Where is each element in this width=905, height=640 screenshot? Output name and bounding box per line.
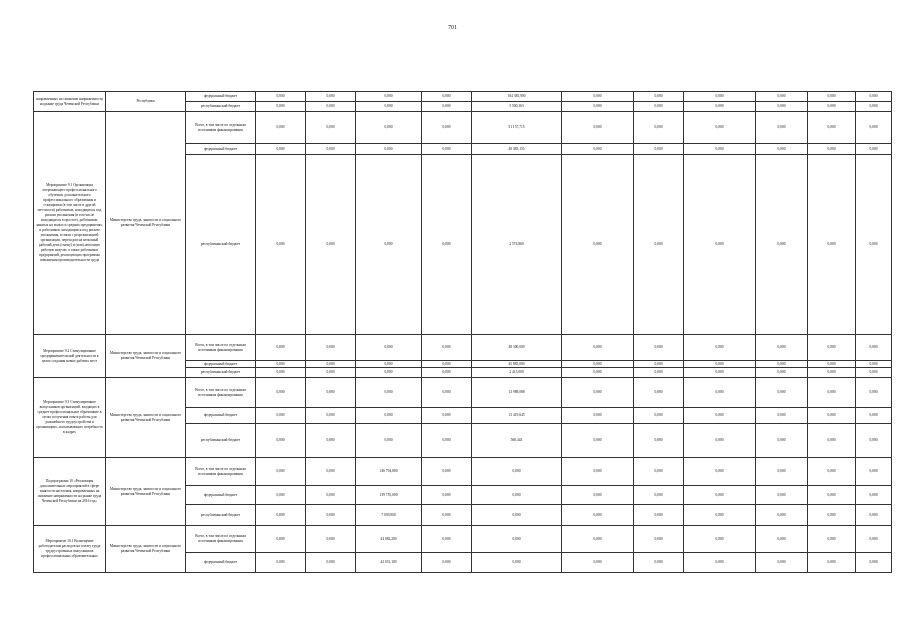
value-cell: 0,000 [472,526,562,553]
value-cell: 0,000 [562,424,634,458]
executor-cell: Министерство труда, занятости и социального развития Чеченской Республики [106,526,186,573]
value-cell: 0,000 [684,155,756,335]
value-cell: 13 419,645 [472,408,562,424]
value-cell: 0,000 [422,112,472,144]
value-cell: 0,000 [756,335,808,361]
value-cell: 0,000 [562,553,634,573]
value-cell: 0,000 [562,408,634,424]
measure-name-cell: Мероприятие 9.2 Стимулирование предпринимательской деятельности в целях создания новых рабочих мест [34,335,106,378]
value-cell: 5 500,163 [472,102,562,112]
value-cell: 0,000 [562,505,634,526]
value-cell: 0,000 [684,335,756,361]
funding-source-cell: федеральный бюджет [186,408,256,424]
value-cell: 0,000 [808,368,856,378]
value-cell: 0,000 [856,335,892,361]
value-cell: 0,000 [634,102,684,112]
funding-source-cell: Всего, в том числе по отдельным источникам финансирования [186,458,256,486]
value-cell: 0,000 [756,424,808,458]
value-cell: 0,000 [422,335,472,361]
value-cell: 0,000 [808,92,856,102]
value-cell: 104 385,900 [472,92,562,102]
value-cell: 0,000 [634,408,684,424]
value-cell: 0,000 [756,112,808,144]
funding-source-cell: Всего, в том числе по отдельным источникам финансирования [186,335,256,361]
value-cell: 0,000 [808,155,856,335]
value-cell: 0,000 [634,144,684,155]
value-cell: 0,000 [256,378,306,408]
value-cell: 0,000 [634,335,684,361]
value-cell: 0,000 [684,505,756,526]
value-cell: 0,000 [422,505,472,526]
value-cell: 48 485,155 [472,144,562,155]
funding-source-cell: республиканский бюджет [186,505,256,526]
value-cell: 0,000 [256,408,306,424]
value-cell: 0,000 [306,92,356,102]
value-cell: 0,000 [808,144,856,155]
value-cell: 0,000 [756,144,808,155]
measure-name-cell: Мероприятие 10.1 Возмещение работодателям расходов на оплату труда трудоустроенных выпускников профессиональных образовательных [34,526,106,573]
value-cell: 0,000 [756,486,808,505]
value-cell: 0,000 [634,361,684,368]
value-cell: 0,000 [256,335,306,361]
funding-source-cell: Всего, в том числе по отдельным источникам финансирования [186,378,256,408]
value-cell: 0,000 [634,112,684,144]
value-cell: 48 300,000 [472,335,562,361]
value-cell: 0,000 [472,505,562,526]
value-cell: 0,000 [634,92,684,102]
table-row [34,378,892,408]
value-cell: 0,000 [684,408,756,424]
value-cell: 0,000 [634,424,684,458]
value-cell: 0,000 [562,112,634,144]
value-cell: 0,000 [684,486,756,505]
value-cell: 0,000 [684,92,756,102]
value-cell: 45 885,000 [472,361,562,368]
funding-source-cell: федеральный бюджет [186,486,256,505]
table-row [34,526,892,553]
value-cell: 0,000 [256,144,306,155]
value-cell: 0,000 [684,361,756,368]
value-cell: 0,000 [562,102,634,112]
value-cell: 0,000 [256,553,306,573]
table-row [34,112,892,144]
value-cell: 0,000 [856,458,892,486]
value-cell: 0,000 [422,155,472,335]
executor-cell: Министерство труда, занятости и социального развития Чеченской Республики [106,458,186,526]
table-row [34,92,892,102]
executor-cell: Министерство труда, занятости и социального развития Чеченской Республики [106,112,186,335]
value-cell: 0,000 [756,408,808,424]
funding-source-cell: республиканский бюджет [186,424,256,458]
value-cell: 0,000 [634,553,684,573]
value-cell: 0,000 [756,155,808,335]
value-cell: 0,000 [422,458,472,486]
value-cell: 0,000 [256,92,306,102]
value-cell: 0,000 [562,155,634,335]
value-cell: 13 988,088 [472,378,562,408]
value-cell: 0,000 [808,526,856,553]
value-cell: 0,000 [422,424,472,458]
table-row [34,458,892,486]
value-cell: 0,000 [856,505,892,526]
value-cell: 0,000 [856,144,892,155]
value-cell: 0,000 [472,458,562,486]
value-cell: 0,000 [422,526,472,553]
page-number: 701 [448,25,457,31]
value-cell: 0,000 [562,368,634,378]
value-cell: 2 415,000 [472,368,562,378]
funding-source-cell: Всего, в том числе по отдельным источникам финансирования [186,112,256,144]
value-cell: 0,000 [256,361,306,368]
value-cell: 0,000 [256,424,306,458]
value-cell: 0,000 [356,112,422,144]
measure-name-cell: Мероприятие 9.3 Стимулирование выпускников организаций, входящих в среднее профессиональное образование в целях получения опыта работы для дальнейшего трудоустройства в организациях, испытывающих потребность в кадрах [34,378,106,458]
value-cell: 0,000 [856,486,892,505]
value-cell: 0,000 [756,368,808,378]
value-cell: 0,000 [256,505,306,526]
value-cell: 0,000 [356,335,422,361]
value-cell: 0,000 [422,102,472,112]
value-cell: 0,000 [356,155,422,335]
value-cell: 568,443 [472,424,562,458]
value-cell: 0,000 [684,526,756,553]
funding-source-cell: федеральный бюджет [186,92,256,102]
value-cell: 0,000 [634,458,684,486]
budget-table [33,91,892,573]
funding-source-cell: республиканский бюджет [186,368,256,378]
value-cell: 0,000 [756,505,808,526]
value-cell: 0,000 [856,102,892,112]
value-cell: 0,000 [756,458,808,486]
value-cell: 0,000 [472,553,562,573]
value-cell: 0,000 [808,112,856,144]
value-cell: 0,000 [306,112,356,144]
value-cell: 0,000 [634,526,684,553]
value-cell: 0,000 [256,368,306,378]
executor-cell: Министерство труда, занятости и социального развития Чеченской Республики [106,335,186,378]
value-cell: 0,000 [634,378,684,408]
value-cell: 42 031,100 [356,553,422,573]
value-cell: 0,000 [256,486,306,505]
value-cell: 0,000 [684,424,756,458]
value-cell: 0,000 [856,408,892,424]
value-cell: 0,000 [856,92,892,102]
value-cell: 0,000 [808,424,856,458]
funding-source-cell: республиканский бюджет [186,102,256,112]
value-cell: 0,000 [306,408,356,424]
value-cell: 0,000 [422,408,472,424]
funding-source-cell: федеральный бюджет [186,144,256,155]
value-cell: 0,000 [756,378,808,408]
value-cell: 0,000 [856,526,892,553]
value-cell: 0,000 [856,378,892,408]
value-cell: 0,000 [256,155,306,335]
value-cell: 0,000 [756,102,808,112]
value-cell: 0,000 [634,368,684,378]
value-cell: 0,000 [684,368,756,378]
value-cell: 51 157,715 [472,112,562,144]
value-cell: 0,000 [422,92,472,102]
value-cell: 0,000 [562,144,634,155]
measure-name-cell: Мероприятие 9.1 Организация опережающего профессионального обучения, дополнительного профессионального образования и стажировки (в том числе в другой местности) работников, находящихся под риском увольнения (в том числе находящихся в простое), работников, занятых на малых и средних предприятиях, и работников, находящихся под риском увольнения, в связи с реорганизацией организации, переходом на неполный рабочий день (смену) и (или) неполную рабочую неделю, а также работников предприятий, реализующих программы повышения производительности труда [34,112,106,335]
funding-source-cell: федеральный бюджет [186,361,256,368]
value-cell: 0,000 [562,335,634,361]
value-cell: 0,000 [756,526,808,553]
value-cell: 0,000 [306,486,356,505]
value-cell: 0,000 [306,335,356,361]
value-cell: 0,000 [856,112,892,144]
value-cell: 0,000 [562,361,634,368]
value-cell: 0,000 [684,458,756,486]
value-cell: 0,000 [306,424,356,458]
value-cell: 139 755,000 [356,486,422,505]
value-cell: 0,000 [356,361,422,368]
funding-source-cell: Всего, в том числе по отдельным источникам финансирования [186,526,256,553]
value-cell: 0,000 [562,92,634,102]
value-cell: 0,000 [256,102,306,112]
value-cell: 0,000 [684,378,756,408]
value-cell: 0,000 [356,408,422,424]
value-cell: 0,000 [808,505,856,526]
value-cell: 0,000 [856,155,892,335]
value-cell: 0,000 [856,368,892,378]
value-cell: 0,000 [422,361,472,368]
value-cell: 0,000 [756,361,808,368]
value-cell: 0,000 [562,458,634,486]
value-cell: 0,000 [808,458,856,486]
value-cell: 0,000 [422,378,472,408]
value-cell: 0,000 [256,112,306,144]
funding-source-cell: республиканский бюджет [186,155,256,335]
value-cell: 0,000 [356,378,422,408]
executor-cell: Республики [106,92,186,112]
value-cell: 2 574,860 [472,155,562,335]
value-cell: 0,000 [856,424,892,458]
table-row [34,335,892,361]
value-cell: 0,000 [356,92,422,102]
value-cell: 0,000 [684,112,756,144]
value-cell: 44 082,200 [356,526,422,553]
value-cell: 0,000 [684,553,756,573]
value-cell: 0,000 [306,378,356,408]
funding-source-cell: федеральный бюджет [186,553,256,573]
value-cell: 0,000 [808,335,856,361]
value-cell: 0,000 [356,368,422,378]
value-cell: 0,000 [422,144,472,155]
value-cell: 0,000 [306,526,356,553]
value-cell: 0,000 [808,553,856,573]
value-cell: 0,000 [808,486,856,505]
value-cell: 0,000 [306,505,356,526]
value-cell: 0,000 [256,458,306,486]
value-cell: 0,000 [756,92,808,102]
measure-name-cell: направленных на снижение напряженности на рынке труда Чеченской Республики [34,92,106,112]
value-cell: 0,000 [422,486,472,505]
value-cell: 0,000 [634,155,684,335]
value-cell: 0,000 [356,144,422,155]
executor-cell: Министерство труда, занятости и социального развития Чеченской Республики [106,378,186,458]
value-cell: 0,000 [256,526,306,553]
measure-name-cell: Подпрограмма 10 «Реализация дополнительных мероприятий в сфере занятости населения, направленных на снижение напряженности на рынке труда Чеченской Республики на 2016 год» [34,458,106,526]
value-cell: 0,000 [808,102,856,112]
value-cell: 0,000 [306,361,356,368]
value-cell: 0,000 [808,408,856,424]
value-cell: 0,000 [356,424,422,458]
value-cell: 0,000 [856,361,892,368]
value-cell: 0,000 [684,102,756,112]
value-cell: 0,000 [306,368,356,378]
value-cell: 0,000 [808,378,856,408]
value-cell: 0,000 [306,102,356,112]
value-cell: 0,000 [306,458,356,486]
value-cell: 0,000 [562,486,634,505]
value-cell: 0,000 [634,486,684,505]
value-cell: 7 039,800 [356,505,422,526]
value-cell: 0,000 [306,155,356,335]
value-cell: 0,000 [562,526,634,553]
value-cell: 146 794,800 [356,458,422,486]
value-cell: 0,000 [356,102,422,112]
value-cell: 0,000 [562,378,634,408]
value-cell: 0,000 [306,144,356,155]
value-cell: 0,000 [422,368,472,378]
value-cell: 0,000 [306,553,356,573]
value-cell: 0,000 [472,486,562,505]
value-cell: 0,000 [756,553,808,573]
value-cell: 0,000 [684,144,756,155]
value-cell: 0,000 [422,553,472,573]
value-cell: 0,000 [808,361,856,368]
value-cell: 0,000 [856,553,892,573]
value-cell: 0,000 [634,505,684,526]
